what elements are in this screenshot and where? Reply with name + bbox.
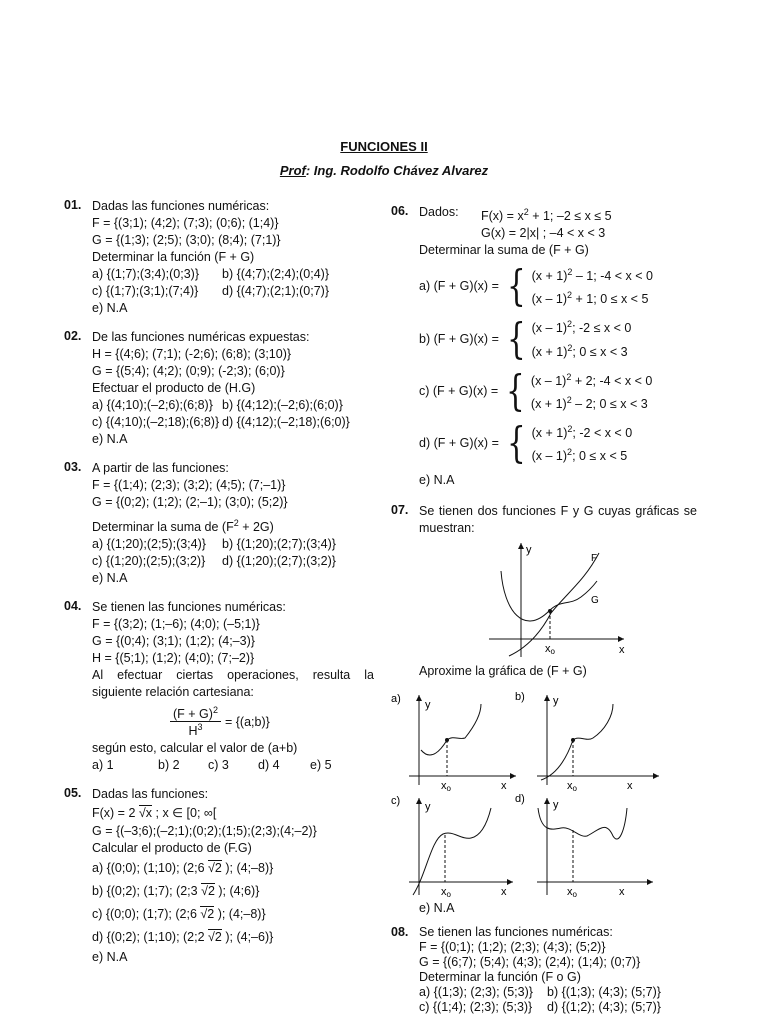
question-line: Determinar la función (F o G) xyxy=(419,970,581,985)
question-number: 04. xyxy=(64,599,82,614)
option-e: e) N.A xyxy=(92,950,128,965)
y-label: y xyxy=(526,544,532,557)
question-line: G = {(–3;6);(–2;1);(0;2);(1;5);(2;3);(4;–2)} xyxy=(92,824,317,839)
d-y-label: y xyxy=(553,799,559,812)
author-name: : Ing. Rodolfo Chávez Alvarez xyxy=(305,163,489,178)
question-number: 06. xyxy=(391,204,409,218)
option-a: a) {(1;7);(3;4);(0;3)} xyxy=(92,267,199,281)
question-line: Dadas las funciones: xyxy=(92,787,209,802)
question-line: H = {(5;1); (1;2); (4;0); (7;–2)} xyxy=(92,651,255,666)
question-line: G = {(0;2); (1;2); (2;–1); (3;0); (5;2)} xyxy=(92,495,288,509)
question-line: Se tienen las funciones numéricas: xyxy=(92,600,286,615)
question-line: H = {(4;6); (7;1); (-2;6); (6;8); (3;10)} xyxy=(92,347,292,361)
option-a: a) 1 xyxy=(92,758,114,773)
option-d: d) {(1;2); (4;3); (5;7)} xyxy=(547,1000,661,1015)
question-line: F = {(3;1); (4;2); (7;3); (0;6); (1;4)} xyxy=(92,216,279,230)
author-label: Prof xyxy=(279,163,306,178)
b-curve xyxy=(541,704,613,780)
question-05 xyxy=(64,786,374,966)
f-label: F xyxy=(591,553,598,565)
curve-g xyxy=(501,571,597,621)
question-08 xyxy=(391,925,701,1015)
option-c: c) (F + G)(x) = { (x – 1)$^2$ + 2; -4 < x < 0 $(x + 1)^2 - 2$; 0 ≤ x < 3 xyxy=(419,365,653,415)
author-line xyxy=(0,163,768,178)
question-03 xyxy=(64,460,374,587)
option-a-label: a) xyxy=(391,693,401,706)
option-a: a) {(0;0); (1;10); (2;6 √2 ); (4;–8)} xyxy=(92,861,274,876)
a-x-arrow-icon xyxy=(510,773,516,779)
b-y-arrow-icon xyxy=(544,695,550,701)
a-y-arrow-icon xyxy=(416,695,422,701)
option-d: d) {(4;7);(2;1);(0;7)} xyxy=(222,284,329,298)
question-line: G(x) = 2|x| ; –4 < x < 3 xyxy=(481,226,606,241)
option-c: c) 3 xyxy=(208,758,229,773)
option-c: c) {(0;0); (1;7); (2;6 √2 ); (4;–8)} xyxy=(92,907,266,922)
option-c-label: c) xyxy=(391,795,401,808)
option-d: d) {(0;2); (1;10); (2;2 √2 ); (4;–6)} xyxy=(92,930,274,945)
a-curve xyxy=(421,704,481,755)
question-line: F = {(1;4); (2;3); (3;2); (4;5); (7;–1)} xyxy=(92,478,286,492)
option-b: b) {(0;2); (1;7); (2;3 √2 ); (4;6)} xyxy=(92,884,260,899)
a-y-label: y xyxy=(425,699,431,712)
question-line: Determinar la suma de (F + G) xyxy=(419,243,589,258)
question-line: F = {(3;2); (1;–6); (4;0); (–5;1)} xyxy=(92,617,260,632)
question-01 xyxy=(64,198,374,317)
question-line: A partir de las funciones: xyxy=(92,461,229,475)
b-x-arrow-icon xyxy=(653,773,659,779)
cartesian-relation: $\frac{(F + G)^2}{H^3}$ = {(a;b)} xyxy=(170,705,374,738)
option-d: d) (F + G)(x) = { $(x + 1)^2$; -2 < x < 0 (x – 1)$^2$; 0 ≤ x < 5 xyxy=(419,418,633,468)
option-b: b) (F + G)(x) = { (x – 1)$^2$; -2 ≤ x < 0 $(x + 1)^2$; 0 ≤ x < 3 xyxy=(419,313,632,363)
c-x-label: x xyxy=(501,886,507,899)
option-b: b) {(4;7);(2;4);(0;4)} xyxy=(222,267,329,281)
d-x-label: x xyxy=(619,886,625,899)
question-line: Calcular el producto de (F.G) xyxy=(92,841,252,856)
question-04 xyxy=(64,599,374,774)
question-line: G = {(1;3); (2;5); (3;0); (8;4); (7;1)} xyxy=(92,233,281,247)
c-x0: xo xyxy=(441,886,451,900)
b-x-label: x xyxy=(627,780,633,793)
option-b-label: b) xyxy=(515,691,525,704)
option-d-label: d) xyxy=(515,793,525,806)
option-c: c) {(1;20);(2;5);(3;2)} xyxy=(92,554,206,569)
a-x-label: x xyxy=(501,780,507,793)
option-a: a) {(4;10);(–2;6);(6;8)} xyxy=(92,398,213,412)
question-07 xyxy=(391,503,701,917)
option-c: c) {(1;4); (2;3); (5;3)} xyxy=(419,1000,533,1015)
x-axis-arrow-icon xyxy=(618,636,624,642)
question-line: Dadas las funciones numéricas: xyxy=(92,199,270,213)
option-a: a) (F + G)(x) = { $(x + 1)^2 - 1$; -4 < x < 0 (x – 1)$^2$ + 1; 0 ≤ x < 5 xyxy=(419,261,654,311)
c-x-arrow-icon xyxy=(507,879,513,885)
question-text: Se tienen dos funciones F y G cuyas gráficas se muestran: xyxy=(419,504,697,536)
option-b: b) {(1;3); (4;3); (5;7)} xyxy=(547,985,661,1000)
b-x0: xo xyxy=(567,780,577,794)
option-d: d) {(1;20);(2;7);(3;2)} xyxy=(222,554,336,569)
question-text: Al efectuar ciertas operaciones, resulta la siguiente relación cartesiana: xyxy=(92,668,374,700)
question-line: Se tienen las funciones numéricas: xyxy=(419,925,613,940)
option-e: e) N.A xyxy=(92,571,128,586)
question-line: F(x) = 2 √x ; x ∈ [0; ∞[ xyxy=(92,806,217,821)
question-number: 03. xyxy=(64,460,82,474)
d-curve xyxy=(538,808,627,839)
option-e: e) 5 xyxy=(310,758,332,773)
question-number: 08. xyxy=(391,925,409,940)
question-06 xyxy=(391,204,701,489)
question-line: Determinar la función (F + G) xyxy=(92,250,255,264)
option-a: a) {(1;20);(2;5);(3;4)} xyxy=(92,537,206,552)
option-a: a) {(1;3); (2;3); (5;3)} xyxy=(419,985,533,1000)
question-line: según esto, calcular el valor de (a+b) xyxy=(92,741,298,756)
option-e: e) N.A xyxy=(419,901,455,916)
option-e: e) N.A xyxy=(92,301,128,315)
question-number: 07. xyxy=(391,503,409,518)
option-c: c) {(1;7);(3;1);(7;4)} xyxy=(92,284,199,298)
page-title: FUNCIONES II xyxy=(340,139,428,154)
option-e: e) N.A xyxy=(92,432,128,446)
option-e: e) N.A xyxy=(419,473,455,488)
option-d: d) {(4;12);(–2;18);(6;0)} xyxy=(222,415,350,429)
x0-label: xo xyxy=(545,643,555,657)
right-column xyxy=(391,204,701,1027)
x-label: x xyxy=(619,644,625,657)
option-d: d) 4 xyxy=(258,758,280,773)
c-y-label: y xyxy=(425,801,431,814)
fg-graph xyxy=(479,541,629,661)
question-number: 05. xyxy=(64,786,82,801)
left-column xyxy=(64,198,374,978)
question-02 xyxy=(64,329,374,448)
option-b: b) {(4;12);(–2;6);(6;0)} xyxy=(222,398,343,412)
question-number: 02. xyxy=(64,329,82,343)
question-line: Aproxime la gráfica de (F + G) xyxy=(419,664,587,679)
y-axis-arrow-icon xyxy=(518,543,524,549)
a-x0: xo xyxy=(441,780,451,794)
b-y-label: y xyxy=(553,695,559,708)
question-line: G = {(5;4); (4;2); (0;9); (-2;3); (6;0)} xyxy=(92,364,285,378)
question-line: Determinar la suma de $(F^2 + 2G)$ xyxy=(92,518,274,535)
option-b: b) {(1;20);(2;7);(3;4)} xyxy=(222,537,336,552)
d-x0: xo xyxy=(567,886,577,900)
question-number: 01. xyxy=(64,198,82,212)
d-y-arrow-icon xyxy=(544,798,550,804)
question-line: Dados: $F(x) = x^2 + 1$; –2 ≤ x ≤ 5 xyxy=(419,205,612,224)
question-line: G = {(0;4); (3;1); (1;2); (4;–3)} xyxy=(92,634,255,649)
option-c: c) {(4;10);(–2;18);(6;8)} xyxy=(92,415,220,429)
question-line: G = {(6;7); (5;4); (4;3); (2;4); (1;4); (0;7)} xyxy=(419,955,641,970)
option-b: b) 2 xyxy=(158,758,180,773)
options-graphs xyxy=(391,690,661,900)
g-label: G xyxy=(591,595,599,607)
question-line: F = {(0;1); (1;2); (2;3); (4;3); (5;2)} xyxy=(419,940,606,955)
c-y-arrow-icon xyxy=(416,798,422,804)
question-line: Efectuar el producto de (H.G) xyxy=(92,381,256,395)
d-x-arrow-icon xyxy=(647,879,653,885)
curve-f xyxy=(509,553,599,656)
question-line: De las funciones numéricas expuestas: xyxy=(92,330,310,344)
